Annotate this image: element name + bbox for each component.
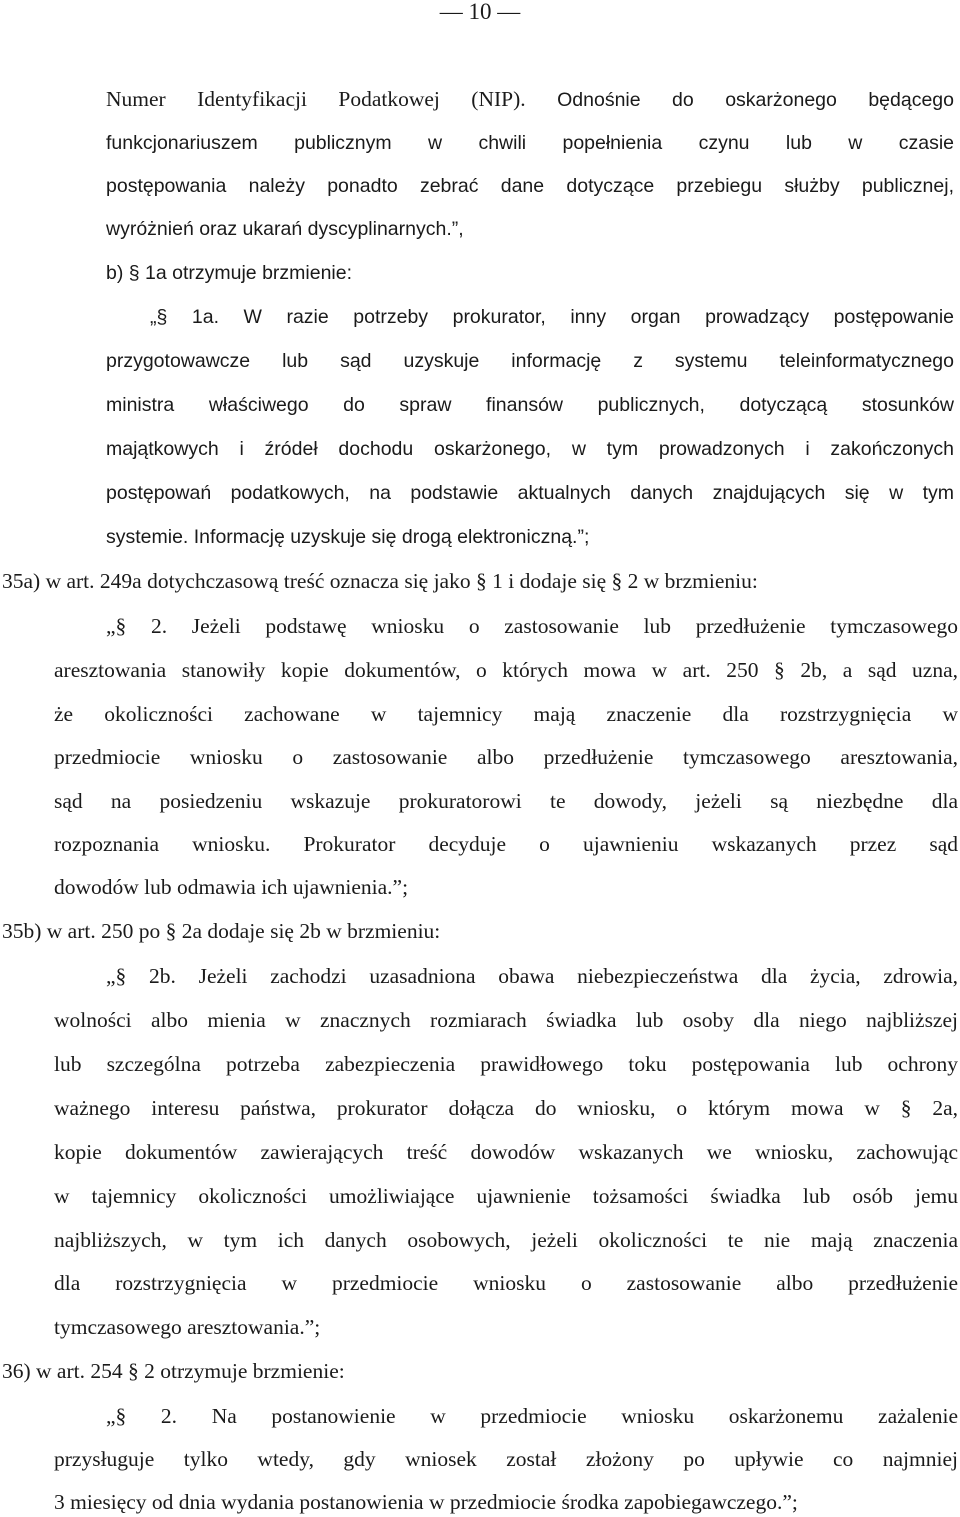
text-line: wyróżnień oraz ukarań dyscyplinarnych.”,: [106, 218, 464, 240]
text-line: przedmiocie wniosku o zastosowanie albo przedłużenie tymczasowego aresztowania,: [54, 745, 958, 769]
text-line: aresztowania stanowiły kopie dokumentów, o których mowa w art. 250 § 2b, a sąd uzna,: [54, 658, 958, 682]
text-line: przysługuje tylko wtedy, gdy wniosek został złożony po upływie co najmniej: [54, 1447, 958, 1471]
text-line: najbliższych, w tym ich danych osobowych, jeżeli okoliczności te nie mają znaczenia: [54, 1228, 958, 1252]
text-line: postępowań podatkowych, na podstawie aktualnych danych znajdujących się w tym: [106, 482, 954, 504]
text-line: dowodów lub odmawia ich ujawnienia.”;: [54, 875, 409, 899]
text-line: 36) w art. 254 § 2 otrzymuje brzmienie:: [2, 1359, 345, 1383]
text-line: postępowania należy ponadto zebrać dane dotyczące przebiegu służby publicznej,: [106, 175, 954, 197]
text-line: funkcjonariuszem publicznym w chwili popełnienia czynu lub w czasie: [106, 132, 954, 154]
text-span: Numer Identyfikacji Podatkowej (NIP).: [106, 87, 526, 111]
text-line: sąd na posiedzeniu wskazuje prokuratorowi te dowody, jeżeli są niezbędne dla: [54, 789, 958, 813]
text-line: w tajemnicy okoliczności umożliwiające ujawnienie tożsamości świadka lub osób jemu: [54, 1184, 958, 1208]
text-line: majątkowych i źródeł dochodu oskarżonego, w tym prowadzonych i zakończonych: [106, 438, 954, 460]
text-line: ważnego interesu państwa, prokurator dołącza do wniosku, o którym mowa w § 2a,: [54, 1096, 958, 1120]
text-line: że okoliczności zachowane w tajemnicy mają znaczenie dla rozstrzygnięcia w: [54, 702, 958, 726]
text-line: 3 miesięcy od dnia wydania postanowienia w przedmiocie środka zapobiegawczego.”;: [54, 1490, 798, 1514]
text-line: kopie dokumentów zawierających treść dowodów wskazanych we wniosku, zachowując: [54, 1140, 958, 1164]
text-line: „§ 2. Na postanowienie w przedmiocie wniosku oskarżonemu zażalenie: [106, 1404, 958, 1428]
text-line: tymczasowego aresztowania.”;: [54, 1315, 321, 1339]
text-line: „§ 1a. W razie potrzeby prokurator, inny organ prowadzący postępowanie: [150, 306, 954, 328]
text-span: Odnośnie do oskarżonego będącego: [525, 89, 954, 111]
text-line: „§ 2. Jeżeli podstawę wniosku o zastosowanie lub przedłużenie tymczasowego: [106, 614, 958, 638]
text-line: systemie. Informację uzyskuje się drogą elektroniczną.”;: [106, 526, 590, 548]
page-number: — 10 —: [439, 0, 521, 24]
text-line: 35b) w art. 250 po § 2a dodaje się 2b w brzmieniu:: [2, 919, 441, 943]
text-line: lub szczególna potrzeba zabezpieczenia prawidłowego toku postępowania lub ochrony: [54, 1052, 958, 1076]
text-line: b) § 1a otrzymuje brzmienie:: [106, 262, 353, 284]
text-line: 35a) w art. 249a dotychczasową treść oznacza się jako § 1 i dodaje się § 2 w brzmieniu:: [2, 569, 758, 593]
text-line: ministra właściwego do spraw finansów publicznych, dotyczącą stosunków: [106, 394, 954, 416]
text-line: [106, 84, 954, 115]
text-line: rozpoznania wniosku. Prokurator decyduje o ujawnieniu wskazanych przez sąd: [54, 832, 958, 856]
text-line: wolności albo mienia w znacznych rozmiarach świadka lub osoby dla niego najbliższej: [54, 1008, 958, 1032]
text-line: „§ 2b. Jeżeli zachodzi uzasadniona obawa niebezpieczeństwa dla życia, zdrowia,: [106, 964, 958, 988]
text-line: przygotowawcze lub sąd uzyskuje informację z systemu teleinformatycznego: [106, 350, 954, 372]
text-line: dla rozstrzygnięcia w przedmiocie wniosku o zastosowanie albo przedłużenie: [54, 1271, 958, 1295]
